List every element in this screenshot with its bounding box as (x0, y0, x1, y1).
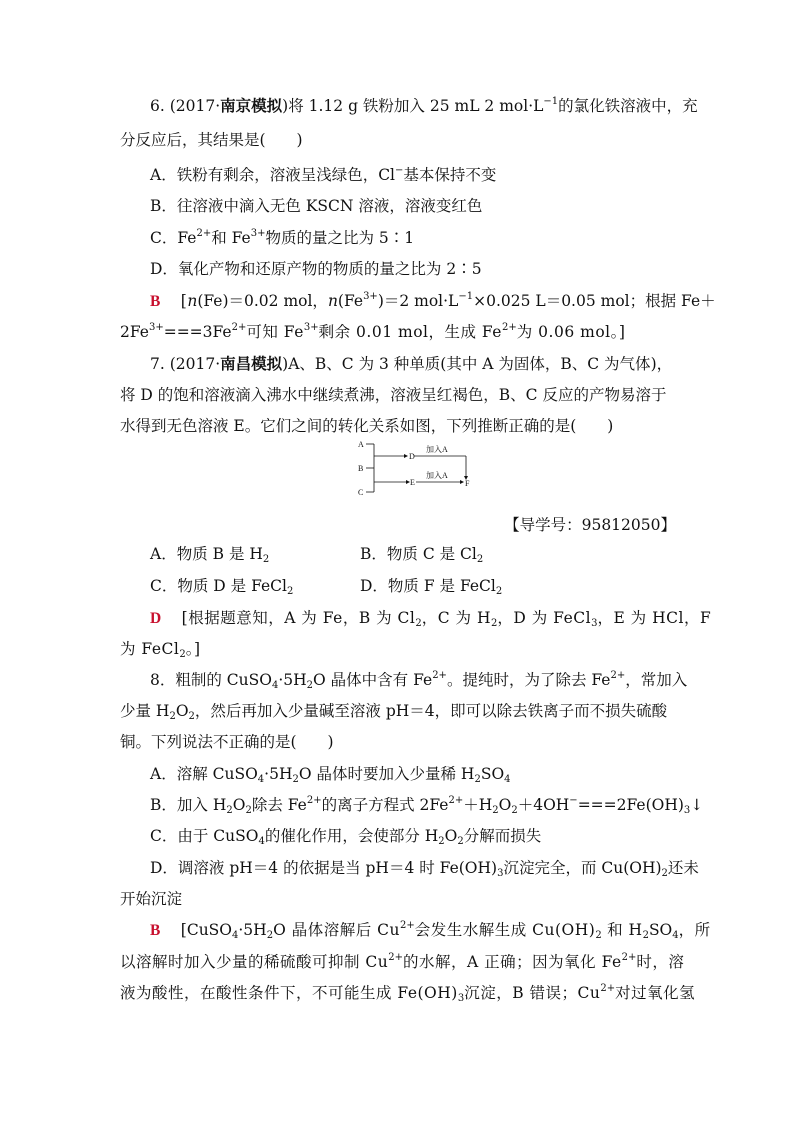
reference-number: 【导学号：95812050】 (504, 516, 676, 534)
q8-stem-line1: 8．粗制的 $CuSO_4\cdot 5H_2O$ 晶体中含有 $Fe^{2+}$。提纯时，为了除去 $Fe^{2+}$，常加入 (150, 670, 688, 691)
diagram-node-d: D (409, 452, 415, 461)
q7-option-d: D．物质 F 是 FeCl$_2$ (360, 577, 503, 597)
q6-source: 南京模拟 (220, 96, 283, 115)
conversion-diagram (352, 436, 492, 500)
q7-option-b: B．物质 C 是 $Cl_2$ (360, 545, 484, 565)
q7-option-c: C．物质 D 是 FeCl$_2$ (150, 577, 294, 597)
q6-option-d: D．氧化产物和还原产物的物质的量之比为 2∶5 (150, 260, 482, 278)
q6-option-b: B．往溶液中滴入无色 KSCN 溶液，溶液变红色 (150, 197, 483, 215)
q7-stem-line1: 7. (2017·南昌模拟)A、B、C 为 3 种单质(其中 A 为固体，B、C 为气体)， (150, 354, 673, 373)
q7-answer: D (150, 610, 162, 627)
q8-stem-line3: 铜。下列说法不正确的是( ) (120, 733, 334, 751)
q8-explanation-line3: 液为酸性，在酸性条件下，不可能生成 $Fe(OH)_3$沉淀，B 错误；$Cu^{2+}$对过氧化氢 (120, 983, 696, 1004)
q8-option-b: B．加入 $H_2O_2$除去 $Fe^{2+}$的离子方程式 $2Fe^{2+}+H_2O_2+4OH^-===2Fe(OH)_3↓$ (150, 795, 704, 816)
q8-stem-line2: 少量 $H_2O_2$，然后再加入少量碱至溶液 pH＝4，即可以除去铁离子而不损失硫酸 (120, 702, 668, 722)
q6-stem-line2: 分反应后，其结果是( ) (120, 131, 303, 149)
q8-option-a: A．溶解 $CuSO_4\cdot 5H_2O$ 晶体时要加入少量稀 $H_2SO_4$ (150, 765, 511, 785)
q7-source: 南昌模拟 (220, 354, 283, 373)
q7-explanation-line1: D [根据题意知，A 为 Fe，B 为 $Cl_2$，C 为 $H_2$，D 为 FeCl$_3$，E 为 HCl，F (150, 609, 712, 629)
q7-option-a: A．物质 B 是 $H_2$ (150, 545, 270, 565)
q8-option-c: C．由于 CuSO$_4$的催化作用，会使部分 $H_2O_2$分解而损失 (150, 827, 542, 847)
q8-explanation-line1: B [$CuSO_4\cdot 5H_2O$ 晶体溶解后 $Cu^{2+}$会发生水解生成 $Cu(OH)_2$ 和 $H_2SO_4$，所 (150, 920, 711, 941)
q8-answer: B (150, 922, 161, 939)
diagram-node-a: A (358, 440, 364, 449)
diagram-node-f: F (465, 479, 470, 488)
q8-explanation-line2: 以溶解时加入少量的稀硫酸可抑制 $Cu^{2+}$的水解，A 正确；因为氧化 $Fe^{2+}$时，溶 (120, 952, 685, 971)
q6-answer: B (150, 293, 161, 310)
q7-stem-line2: 将 D 的饱和溶液滴入沸水中继续煮沸，溶液呈红褐色，B、C 反应的产物易溶于 (120, 386, 667, 404)
q6-explanation-line1: B [n(Fe)＝0.02 mol，$n(Fe^{3+})=2$ $mol\cdot L^{-1}\times 0.025$ L＝0.05 mol；根据 Fe＋ (150, 291, 716, 310)
diagram-label-add2: 加入A (426, 471, 448, 480)
q6-option-c: C．$Fe^{2+}$和 $Fe^{3+}$物质的量之比为 5∶1 (150, 228, 415, 247)
diagram-label-add1: 加入A (426, 445, 448, 454)
q6-option-a: A．铁粉有剩余，溶液呈浅绿色，Cl−基本保持不变 (150, 165, 497, 184)
diagram-node-b: B (358, 464, 364, 473)
q7-stem-line3: 水得到无色溶液 E。它们之间的转化关系如图，下列推断正确的是( ) (120, 417, 614, 435)
q8-option-d-line2: 开始沉淀 (120, 890, 183, 908)
q7-explanation-line2: 为 FeCl$_2$。] (120, 640, 201, 660)
diagram-node-c: C (358, 488, 364, 497)
diagram-node-e: E (410, 478, 415, 487)
q6-explanation-line2: $2Fe^{3+}===3Fe^{2+}$可知 $Fe^{3+}$剩余 0.01 mol，生成 $Fe^{2+}$为 0.06 mol。] (120, 322, 626, 341)
q8-option-d-line1: D．调溶液 pH＝4 的依据是当 pH＝4 时 $Fe(OH)_3$沉淀完全，而 $Cu(OH)_2$还未 (150, 859, 699, 879)
q6-stem-line1: 6. (2017·南京模拟)将 1.12 g 铁粉加入 25 mL 2 $mol\cdot L^{-1}$的氯化铁溶液中，充 (150, 96, 698, 115)
